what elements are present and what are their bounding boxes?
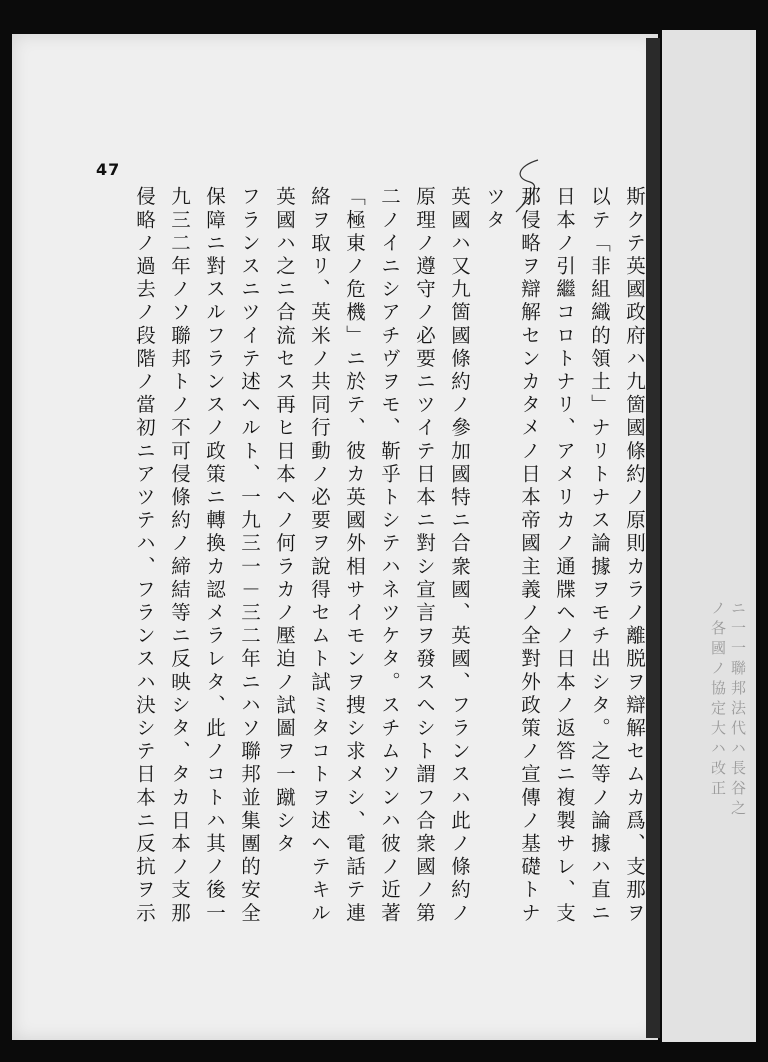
vertical-text-body [92, 186, 652, 976]
bleed-line: ノ各國ノ協定大ハ改正 [709, 600, 727, 800]
text-column: 英國ハ之ニ合流セス再ヒ日本ヘノ何ラカノ壓迫ノ試圖ヲ一蹴シタ [273, 186, 296, 856]
text-column: 絡ヲ取リ、英米ノ共同行動ノ必要ヲ說得セムト試ミタコトヲ述ヘテキル [308, 186, 331, 926]
text-column: 以テ「非組織的領土」ナリトナス論據ヲモチ出シタ。之等ノ論據ハ直ニ [588, 186, 611, 926]
page-number: 47 [96, 160, 121, 179]
text-column: 「極東ノ危機」ニ於テ、彼カ英國外相サイモンヲ捜シ求メシ、電話テ連 [343, 186, 366, 926]
text-column: 侵略ノ過去ノ段階ノ當初ニアツテハ、フランスハ決シテ日本ニ反抗ヲ示 [133, 186, 156, 926]
text-column: 九三二年ノソ聯邦トノ不可侵條約ノ締結等ニ反映シタ、タカ日本ノ支那 [168, 186, 191, 926]
text-column: フランスニツイテ述ヘルト、一九三一－三二年ニハソ聯邦並集團的安全 [238, 186, 261, 926]
text-column: 保障ニ對スルフランスノ政策ニ轉換カ認メラレタ、此ノコトハ其ノ後一 [203, 186, 226, 926]
text-column: 那侵略ヲ辯解センカタメノ日本帝國主義ノ全對外政策ノ宣傳ノ基礎トナ [518, 186, 541, 926]
bleed-line: ニ一一聯邦法代ハ長谷之 [729, 600, 747, 820]
text-column: 英國ハ又九箇國條約ノ參加國特ニ合衆國、英國、フランスハ此ノ條約ノ [448, 186, 471, 926]
facing-page-bleed-text [688, 600, 748, 1000]
text-column: 二ノイニシアチヴヲモ、靳乎トシテハネツケタ。スチムソンハ彼ノ近著 [378, 186, 401, 926]
text-column: 斯クテ英國政府ハ九箇國條約ノ原則カラノ離脱ヲ辯解セムカ爲、支那ヲ [623, 186, 646, 926]
text-column: ツタ [483, 186, 506, 233]
text-column: 原理ノ遵守ノ必要ニツイテ日本ニ對シ宣言ヲ發スヘシト謂フ合衆國ノ第 [413, 186, 436, 926]
text-column: 日本ノ引繼コロトナリ、アメリカノ通牒ヘノ日本ノ返答ニ複製サレ、支 [553, 186, 576, 926]
